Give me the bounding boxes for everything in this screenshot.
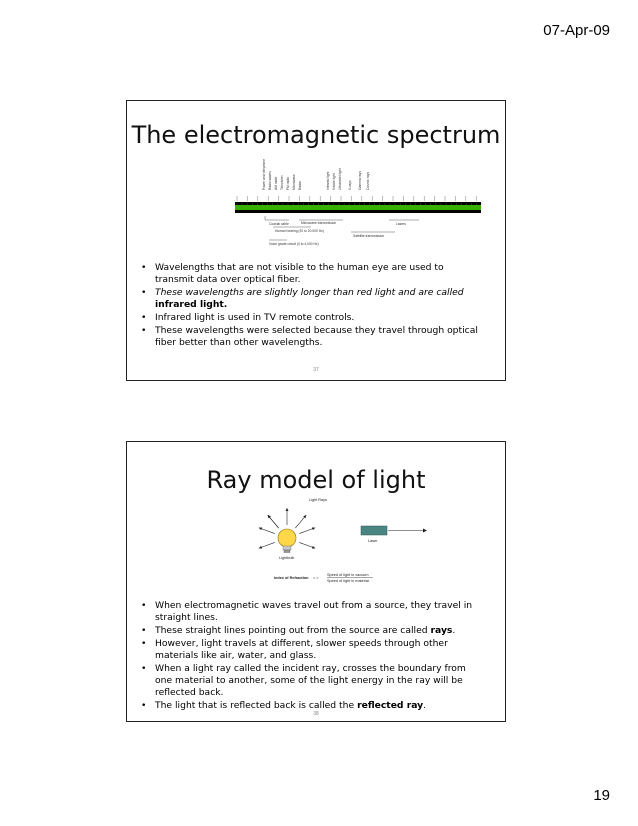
bullet-item: • These wavelengths were selected because they travel through optical fiber better than other wavelengths.: [141, 325, 483, 349]
spectrum-label: Ultraviolet light: [338, 168, 342, 190]
spectrum-frequency-ticks: [237, 196, 476, 201]
spectrum-label: Radar: [298, 181, 302, 190]
slide-number: 37: [313, 367, 319, 373]
bullet-item: • When electromagnetic waves travel out from a source, they travel in straight lines.: [141, 600, 483, 624]
spectrum-label: Microwave: [292, 174, 296, 190]
bullet-list: [141, 262, 483, 350]
slide-ray-model: [126, 441, 506, 722]
spectrum-label: Power and telephone: [262, 158, 266, 190]
bullet-item: • These straight lines pointing out from the source are called rays.: [141, 625, 483, 637]
label-lightbulb: Lightbulb: [279, 556, 295, 560]
slide-number: 38: [313, 711, 319, 717]
bullet-list: [141, 600, 483, 713]
page-number: 19: [593, 787, 610, 804]
slide-title: Ray model of light: [206, 466, 426, 494]
bullet-item: • The light that is reflected back is called the reflected ray.: [141, 700, 483, 712]
bullet-item: • Wavelengths that are not visible to the human eye are used to transmit data over optical fiber.: [141, 262, 483, 286]
slide-electromagnetic-spectrum: [126, 100, 506, 381]
label-light-rays: Light Rays: [309, 498, 327, 502]
bullet-item: • Infrared light is used in TV remote controls.: [141, 312, 483, 324]
spectrum-annotations: [265, 216, 419, 246]
bullet-item: • However, light travels at different, slower speeds through other materials like air, water, and glass.: [141, 638, 483, 662]
laser-device: [361, 526, 387, 535]
spectrum-label: FM radio: [286, 176, 290, 190]
ray-model-diagram: [237, 492, 437, 602]
label-voice-grade: Voice grade circuit (0 to 4,000 Hz): [269, 242, 319, 246]
spectrum-label: Television: [280, 175, 284, 190]
date-header: 07-Apr-09: [543, 22, 610, 39]
label-human-hearing: Human hearing (20 to 20,000 Hz): [275, 229, 324, 233]
equals-sign: = =: [313, 576, 319, 580]
spectrum-band-green: [235, 205, 481, 210]
ray-arrow: [286, 508, 289, 511]
spectrum-label: Radio waves: [268, 171, 272, 190]
label-index-refraction: Index of Refraction: [274, 576, 309, 580]
label-coaxial: Coaxial cable: [269, 222, 289, 226]
spectrum-label: Cosmic rays: [366, 171, 370, 190]
spectrum-top-labels: [262, 159, 370, 190]
bullet-item: • These wavelengths are slightly longer than red light and are called infrared light.: [141, 287, 483, 311]
label-numerator: Speed of light in vacuum: [327, 573, 369, 577]
label-laser: Laser: [368, 539, 378, 543]
slide-title: The electromagnetic spectrum: [131, 121, 501, 149]
spectrum-label: Gamma rays: [358, 171, 362, 190]
label-lasers: Lasers: [396, 222, 406, 226]
spectrum-label: AM radio: [274, 176, 278, 190]
label-microwave: Microwave transmission: [301, 221, 337, 225]
lightbulb-icon: [278, 529, 296, 553]
laser-beam-arrow: [423, 529, 427, 533]
bullet-item: • When a light ray called the incident ray, crosses the boundary from one material to another, some of the light energy in the ray will be reflected back.: [141, 663, 483, 699]
spectrum-label: Infrared light: [326, 171, 330, 190]
spectrum-label: Visible light: [332, 173, 336, 190]
spectrum-label: X-rays: [348, 180, 352, 190]
label-satellite: Satellite transmission: [353, 234, 385, 238]
label-denominator: Speed of light in material: [327, 579, 369, 583]
spectrum-diagram: [225, 156, 487, 256]
